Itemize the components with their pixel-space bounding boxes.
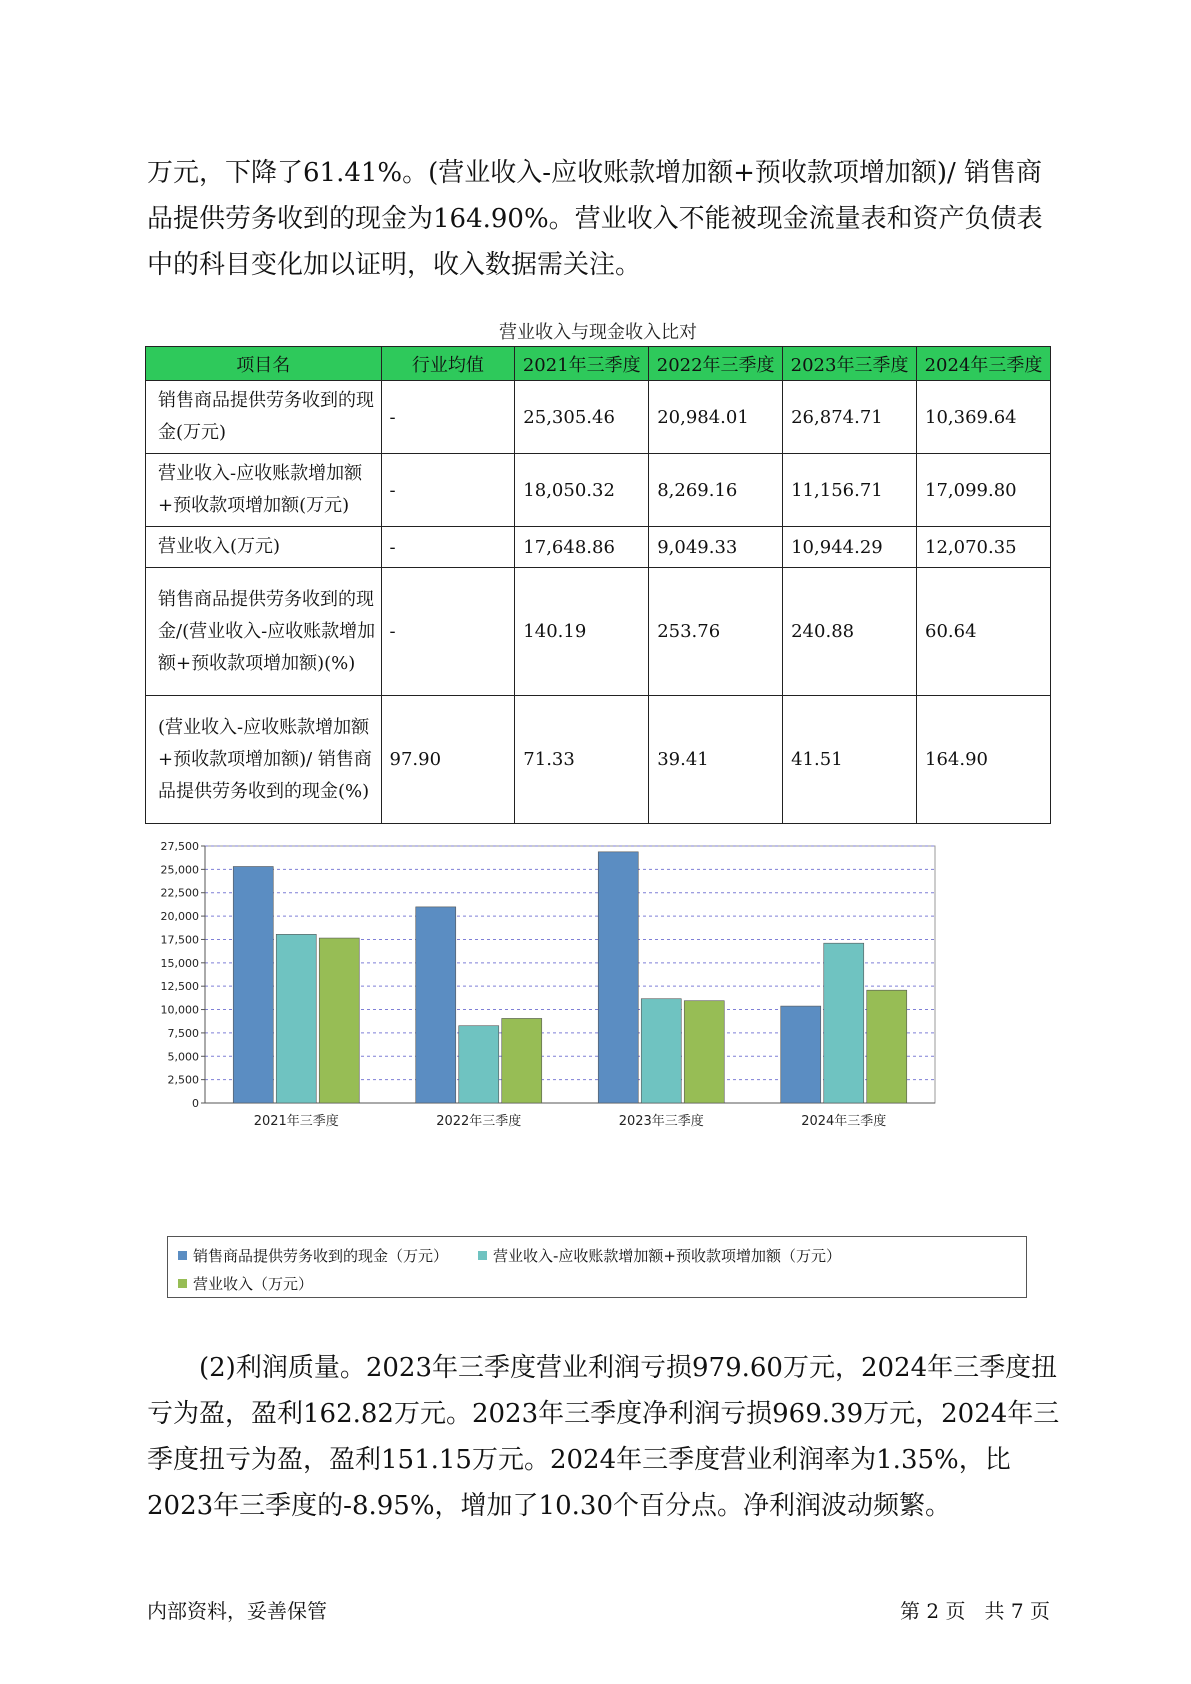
cell-value: 17,648.86: [515, 527, 649, 568]
legend-item-revenue: [178, 1273, 313, 1294]
bar-2-1: [641, 999, 681, 1103]
header-2024q3: 2024年三季度: [917, 347, 1051, 381]
cell-value: 60.64: [917, 568, 1051, 696]
cell-value: 17,099.80: [917, 454, 1051, 527]
y-tick-label: 25,000: [160, 863, 199, 877]
footer-confidential: 内部资料，妥善保管: [147, 1599, 327, 1623]
table-header-row: [146, 347, 1051, 381]
header-item-name: 项目名: [146, 347, 382, 381]
row-label: 销售商品提供劳务收到的现金(万元): [146, 381, 382, 454]
cell-value: 18,050.32: [515, 454, 649, 527]
cell-value: 39.41: [649, 696, 783, 824]
bar-2-2: [684, 1001, 724, 1103]
y-tick-label: 20,000: [160, 910, 199, 924]
y-tick-label: 27,500: [160, 840, 199, 853]
y-tick-label: 5,000: [167, 1050, 199, 1064]
y-tick-label: 0: [192, 1097, 199, 1110]
header-2023q3: 2023年三季度: [783, 347, 917, 381]
bar-0-2: [319, 938, 359, 1103]
y-tick-label: 15,000: [160, 956, 199, 970]
cell-value: 253.76: [649, 568, 783, 696]
footer-page-number: 第 2 页 共 7 页: [900, 1599, 1050, 1623]
y-tick-label: 7,500: [167, 1026, 199, 1040]
table-row: [146, 527, 1051, 568]
bar-chart: [145, 836, 1051, 1143]
legend-label: 销售商品提供劳务收到的现金（万元）: [193, 1247, 449, 1265]
paragraph-2: (2)利润质量。2023年三季度营业利润亏损979.60万元，2024年三季度扭亏为盈，盈利162.82万元。2023年三季度净利润亏损969.39万元，2024年三季度扭亏为盈，盈利151.15万元。2024年三季度营业利润率为1.35%，比2023年三季度的-8.95%，增加了10.30个百分点。净利润波动频繁。: [147, 1353, 1060, 1521]
cell-value: 240.88: [783, 568, 917, 696]
legend-swatch: [478, 1251, 487, 1260]
bar-1-1: [459, 1026, 499, 1103]
header-2021q3: 2021年三季度: [515, 347, 649, 381]
cell-value: 9,049.33: [649, 527, 783, 568]
row-label: 营业收入-应收账款增加额+预收款项增加额(万元): [146, 454, 382, 527]
cell-value: 26,874.71: [783, 381, 917, 454]
bar-3-0: [781, 1006, 821, 1103]
y-tick-label: 17,500: [160, 933, 199, 947]
paragraph-1: 万元，下降了61.41%。(营业收入-应收账款增加额+预收款项增加额)/ 销售商品提供劳务收到的现金为164.90%。营业收入不能被现金流量表和资产负债表中的科目变化加以证明，收入数据需关注。: [147, 158, 1043, 280]
legend-label: 营业收入（万元）: [193, 1275, 314, 1293]
chart-legend: [167, 1236, 1027, 1298]
table-row: [146, 454, 1051, 527]
bar-2-0: [598, 852, 638, 1103]
bar-1-2: [502, 1018, 542, 1103]
cell-value: 11,156.71: [783, 454, 917, 527]
x-tick-label: 2021年三季度: [253, 1114, 339, 1129]
x-tick-label: 2022年三季度: [436, 1114, 522, 1129]
cell-value: 164.90: [917, 696, 1051, 824]
cell-value: -: [381, 568, 515, 696]
comparison-table: [145, 346, 1051, 824]
bar-3-2: [867, 990, 907, 1103]
bar-0-0: [233, 867, 273, 1103]
y-tick-label: 22,500: [160, 886, 199, 900]
header-industry-avg: 行业均值: [381, 347, 515, 381]
x-tick-label: 2024年三季度: [801, 1114, 887, 1129]
legend-item-cash: [178, 1245, 448, 1266]
bar-3-1: [824, 943, 864, 1103]
row-label: 销售商品提供劳务收到的现金/(营业收入-应收账款增加额+预收款项增加额)(%): [146, 568, 382, 696]
table-row: [146, 568, 1051, 696]
cell-value: 10,369.64: [917, 381, 1051, 454]
cell-value: 10,944.29: [783, 527, 917, 568]
cell-value: 25,305.46: [515, 381, 649, 454]
cell-value: 12,070.35: [917, 527, 1051, 568]
legend-swatch: [178, 1251, 187, 1260]
bar-1-0: [416, 907, 456, 1103]
header-2022q3: 2022年三季度: [649, 347, 783, 381]
cell-value: 97.90: [381, 696, 515, 824]
cell-value: 140.19: [515, 568, 649, 696]
cell-value: 8,269.16: [649, 454, 783, 527]
x-tick-label: 2023年三季度: [618, 1114, 704, 1129]
table-row: [146, 696, 1051, 824]
cell-value: -: [381, 527, 515, 568]
y-tick-label: 12,500: [160, 980, 199, 994]
legend-item-adjusted-revenue: [478, 1245, 841, 1266]
row-label: 营业收入(万元): [146, 527, 382, 568]
bar-0-1: [276, 934, 316, 1103]
cell-value: 71.33: [515, 696, 649, 824]
legend-swatch: [178, 1279, 187, 1288]
y-tick-label: 10,000: [160, 1003, 199, 1017]
table-row: [146, 381, 1051, 454]
row-label: (营业收入-应收账款增加额+预收款项增加额)/ 销售商品提供劳务收到的现金(%): [146, 696, 382, 824]
y-tick-label: 2,500: [167, 1073, 199, 1087]
cell-value: 20,984.01: [649, 381, 783, 454]
cell-value: -: [381, 381, 515, 454]
table-title: 营业收入与现金收入比对: [499, 322, 697, 343]
cell-value: 41.51: [783, 696, 917, 824]
cell-value: -: [381, 454, 515, 527]
legend-label: 营业收入-应收账款增加额+预收款项增加额（万元）: [493, 1247, 841, 1265]
